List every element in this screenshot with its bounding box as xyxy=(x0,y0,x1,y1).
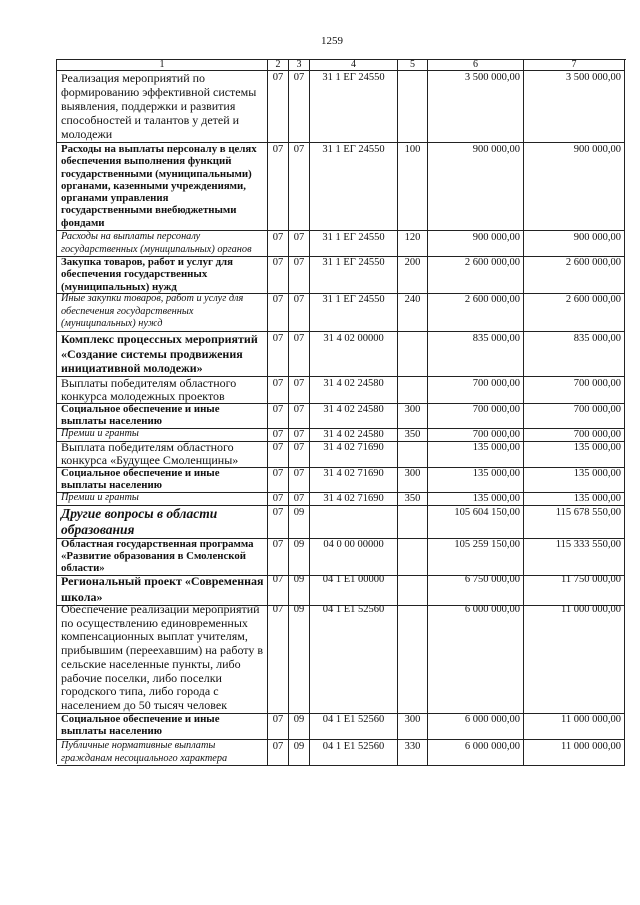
table-row xyxy=(57,377,626,403)
cell-name: Расходы на выплаты персоналу государственных (муниципальных) органов xyxy=(57,231,268,257)
cell-sum-col7: 700 000,00 xyxy=(524,377,625,404)
table-row xyxy=(57,332,626,377)
table-row xyxy=(57,441,626,467)
cell-sum-col7: 2 600 000,00 xyxy=(524,293,625,332)
cell-subsection: 07 xyxy=(289,492,310,506)
cell-sum-col6: 105 604 150,00 xyxy=(428,506,524,539)
table-row xyxy=(57,506,626,538)
cell-subsection: 07 xyxy=(289,377,310,404)
table-row xyxy=(57,467,626,492)
cell-subsection: 07 xyxy=(289,71,310,143)
cell-name: Другие вопросы в области образования xyxy=(57,506,268,539)
table-row xyxy=(57,71,626,143)
cell-target-code: 31 4 02 71690 xyxy=(310,492,398,506)
cell-expense-type xyxy=(398,332,428,377)
cell-expense-type: 240 xyxy=(398,293,428,332)
cell-name: Областная государственная программа «Развитие образования в Смоленской области» xyxy=(57,538,268,576)
cell-target-code: 31 1 ЕГ 24550 xyxy=(310,71,398,143)
cell-name: Публичные нормативные выплаты гражданам несоциального характера xyxy=(57,740,268,766)
cell-sum-col6: 900 000,00 xyxy=(428,143,524,231)
cell-expense-type xyxy=(398,71,428,143)
cell-target-code: 31 4 02 24580 xyxy=(310,403,398,429)
cell-sum-col6: 2 600 000,00 xyxy=(428,293,524,332)
cell-target-code: 31 4 02 71690 xyxy=(310,467,398,493)
cell-subsection: 09 xyxy=(289,538,310,576)
cell-section: 07 xyxy=(268,332,289,377)
cell-sum-col7: 835 000,00 xyxy=(524,332,625,377)
cell-target-code: 04 1 Е1 52560 xyxy=(310,740,398,766)
cell-section: 07 xyxy=(268,713,289,740)
cell-target-code: 04 1 Е1 52560 xyxy=(310,603,398,714)
cell-section: 07 xyxy=(268,538,289,576)
header-col-4: 4 xyxy=(310,60,398,71)
cell-name: Реализация мероприятий по формированию эффективной системы выявления, поддержки и развития способностей и талантов у детей и молодежи xyxy=(57,71,268,143)
cell-sum-col7: 11 000 000,00 xyxy=(524,713,625,740)
cell-name: Региональный проект «Современная школа» xyxy=(57,573,268,606)
cell-target-code: 04 1 Е1 00000 xyxy=(310,573,398,606)
cell-sum-col7: 115 333 550,00 xyxy=(524,538,625,576)
cell-expense-type: 120 xyxy=(398,231,428,257)
cell-expense-type xyxy=(398,573,428,606)
cell-name: Выплата победителям областного конкурса «Будущее Смоленщины» xyxy=(57,441,268,468)
cell-sum-col6: 700 000,00 xyxy=(428,403,524,429)
cell-name: Иные закупки товаров, работ и услуг для обеспечения государственных (муниципальных) нужд xyxy=(57,293,268,332)
cell-name: Расходы на выплаты персоналу в целях обеспечения выполнения функций государственными (муниципальными) органами, казенными учреждениями, органами управления государственными внебюджетными фондами xyxy=(57,143,268,231)
cell-subsection: 07 xyxy=(289,256,310,294)
cell-target-code xyxy=(310,506,398,539)
cell-section: 07 xyxy=(268,573,289,606)
cell-target-code: 04 1 Е1 52560 xyxy=(310,713,398,740)
cell-sum-col6: 3 500 000,00 xyxy=(428,71,524,143)
cell-sum-col6: 105 259 150,00 xyxy=(428,538,524,576)
table-header-row xyxy=(57,60,626,71)
cell-expense-type: 300 xyxy=(398,713,428,740)
cell-section: 07 xyxy=(268,71,289,143)
cell-expense-type: 350 xyxy=(398,428,428,442)
cell-sum-col6: 700 000,00 xyxy=(428,377,524,404)
cell-sum-col6: 900 000,00 xyxy=(428,231,524,257)
cell-name: Выплаты победителям областного конкурса молодежных проектов xyxy=(57,377,268,404)
cell-expense-type xyxy=(398,441,428,468)
header-col-5: 5 xyxy=(398,60,428,71)
cell-target-code: 04 0 00 00000 xyxy=(310,538,398,576)
table-row xyxy=(57,538,626,573)
budget-table xyxy=(56,59,626,764)
cell-name: Социальное обеспечение и иные выплаты населению xyxy=(57,713,268,740)
cell-expense-type xyxy=(398,506,428,539)
table-row xyxy=(57,492,626,506)
cell-section: 07 xyxy=(268,740,289,766)
header-col-2: 2 xyxy=(268,60,289,71)
cell-sum-col7: 700 000,00 xyxy=(524,428,625,442)
page-number: 1259 xyxy=(321,35,343,47)
cell-section: 07 xyxy=(268,492,289,506)
cell-expense-type: 350 xyxy=(398,492,428,506)
table-row xyxy=(57,573,626,603)
cell-section: 07 xyxy=(268,441,289,468)
cell-section: 07 xyxy=(268,143,289,231)
header-col-3: 3 xyxy=(289,60,310,71)
cell-section: 07 xyxy=(268,256,289,294)
table-row xyxy=(57,713,626,740)
cell-expense-type xyxy=(398,603,428,714)
cell-section: 07 xyxy=(268,467,289,493)
cell-target-code: 31 1 ЕГ 24550 xyxy=(310,231,398,257)
cell-target-code: 31 1 ЕГ 24550 xyxy=(310,293,398,332)
cell-subsection: 07 xyxy=(289,231,310,257)
cell-sum-col7: 700 000,00 xyxy=(524,403,625,429)
table-row xyxy=(57,231,626,256)
cell-name: Обеспечение реализации мероприятий по осуществлению единовременных компенсационных выплат учителям, прибывшим (переехавшим) на работу в сельские населенные пункты, либо рабочие поселки, либо поселки городского типа, либо города с населением до 50 тысяч человек xyxy=(57,603,268,714)
table-row xyxy=(57,256,626,293)
cell-sum-col6: 135 000,00 xyxy=(428,467,524,493)
header-col-7: 7 xyxy=(524,60,625,71)
cell-name: Закупка товаров, работ и услуг для обеспечения государственных (муниципальных) нужд xyxy=(57,256,268,294)
cell-sum-col7: 135 000,00 xyxy=(524,467,625,493)
cell-expense-type: 100 xyxy=(398,143,428,231)
cell-name: Социальное обеспечение и иные выплаты населению xyxy=(57,403,268,429)
cell-subsection: 09 xyxy=(289,713,310,740)
cell-subsection: 07 xyxy=(289,467,310,493)
cell-sum-col6: 135 000,00 xyxy=(428,492,524,506)
cell-sum-col7: 2 600 000,00 xyxy=(524,256,625,294)
cell-subsection: 09 xyxy=(289,573,310,606)
cell-subsection: 07 xyxy=(289,403,310,429)
cell-expense-type xyxy=(398,538,428,576)
cell-section: 07 xyxy=(268,231,289,257)
cell-sum-col7: 135 000,00 xyxy=(524,492,625,506)
cell-sum-col7: 900 000,00 xyxy=(524,143,625,231)
table-row xyxy=(57,293,626,332)
cell-section: 07 xyxy=(268,428,289,442)
cell-sum-col6: 700 000,00 xyxy=(428,428,524,442)
cell-target-code: 31 4 02 00000 xyxy=(310,332,398,377)
cell-sum-col6: 6 000 000,00 xyxy=(428,740,524,766)
cell-sum-col7: 115 678 550,00 xyxy=(524,506,625,539)
cell-sum-col6: 2 600 000,00 xyxy=(428,256,524,294)
cell-section: 07 xyxy=(268,603,289,714)
cell-name: Премии и гранты xyxy=(57,428,268,442)
table-row xyxy=(57,603,626,713)
cell-section: 07 xyxy=(268,377,289,404)
cell-subsection: 09 xyxy=(289,603,310,714)
cell-expense-type: 200 xyxy=(398,256,428,294)
cell-subsection: 09 xyxy=(289,740,310,766)
cell-sum-col6: 6 000 000,00 xyxy=(428,603,524,714)
cell-target-code: 31 1 ЕГ 24550 xyxy=(310,143,398,231)
cell-name: Социальное обеспечение и иные выплаты населению xyxy=(57,467,268,493)
cell-sum-col7: 900 000,00 xyxy=(524,231,625,257)
cell-expense-type: 300 xyxy=(398,467,428,493)
cell-sum-col7: 135 000,00 xyxy=(524,441,625,468)
cell-sum-col6: 835 000,00 xyxy=(428,332,524,377)
cell-subsection: 07 xyxy=(289,428,310,442)
cell-sum-col6: 6 750 000,00 xyxy=(428,573,524,606)
cell-name: Комплекс процессных мероприятий «Создание системы продвижения инициативной молодежи» xyxy=(57,332,268,377)
cell-target-code: 31 4 02 24580 xyxy=(310,377,398,404)
cell-target-code: 31 1 ЕГ 24550 xyxy=(310,256,398,294)
cell-sum-col7: 11 000 000,00 xyxy=(524,740,625,766)
cell-sum-col6: 135 000,00 xyxy=(428,441,524,468)
cell-sum-col7: 3 500 000,00 xyxy=(524,71,625,143)
cell-name: Премии и гранты xyxy=(57,492,268,506)
cell-sum-col7: 11 750 000,00 xyxy=(524,573,625,606)
cell-target-code: 31 4 02 71690 xyxy=(310,441,398,468)
header-col-6: 6 xyxy=(428,60,524,71)
cell-subsection: 07 xyxy=(289,293,310,332)
cell-section: 07 xyxy=(268,293,289,332)
cell-expense-type xyxy=(398,377,428,404)
cell-subsection: 07 xyxy=(289,143,310,231)
cell-sum-col7: 11 000 000,00 xyxy=(524,603,625,714)
table-row xyxy=(57,740,626,764)
table-row xyxy=(57,143,626,231)
cell-expense-type: 300 xyxy=(398,403,428,429)
cell-subsection: 09 xyxy=(289,506,310,539)
cell-subsection: 07 xyxy=(289,332,310,377)
cell-subsection: 07 xyxy=(289,441,310,468)
cell-section: 07 xyxy=(268,506,289,539)
header-col-1: 1 xyxy=(57,60,268,71)
cell-section: 07 xyxy=(268,403,289,429)
table-row xyxy=(57,403,626,428)
cell-sum-col6: 6 000 000,00 xyxy=(428,713,524,740)
cell-expense-type: 330 xyxy=(398,740,428,766)
cell-target-code: 31 4 02 24580 xyxy=(310,428,398,442)
